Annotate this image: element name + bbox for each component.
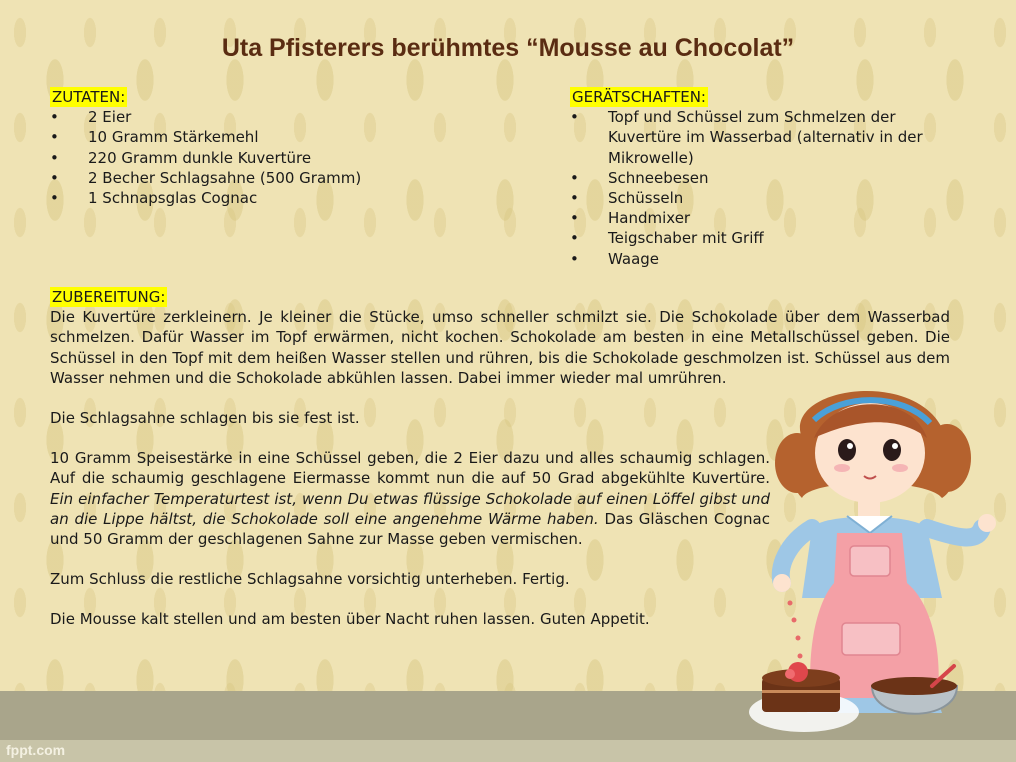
temperature-tip: Ein einfacher Temperaturtest ist, wenn Du etwas flüssige Schokolade auf einen Löffel gibst und an die Lippe hältst, die Schokolade soll eine angenehme Wärme haben. <box>50 489 770 528</box>
equipment-list <box>570 107 950 269</box>
list-item: • Teigschaber mit Griff <box>570 228 950 248</box>
list-item: • 10 Gramm Stärkemehl <box>50 127 530 147</box>
paragraph-3-end: Das Gläschen Cognac und 50 Gramm der geschlagenen Sahne zur Masse geben vermischen. <box>50 509 770 549</box>
list-item: • Handmixer <box>570 208 950 228</box>
ingredients-list <box>50 107 530 208</box>
preparation-paragraph-2: Die Schlagsahne schlagen bis sie fest ist. <box>50 409 360 428</box>
equipment-heading: GERÄTSCHAFTEN: <box>572 88 706 106</box>
footer-brand: fppt.com <box>6 742 66 758</box>
list-item: • 1 Schnapsglas Cognac <box>50 188 530 208</box>
equipment-section <box>570 87 950 269</box>
baking-girl-illustration <box>742 368 1016 748</box>
slide-title: Uta Pfisterers berühmtes “Mousse au Chocolat” <box>221 34 795 62</box>
ingredients-section <box>50 87 530 208</box>
list-item: • Schneebesen <box>570 168 950 188</box>
preparation-paragraph-3 <box>50 448 770 549</box>
list-item: • Waage <box>570 249 950 269</box>
paragraph-3-start: 10 Gramm Speisestärke in eine Schüssel geben, die 2 Eier dazu und alles schaumig schlagen. Auf die schaumig geschlagene Eiermasse kommt nun die auf 50 Grad abgekühlte Kuvertüre. <box>50 449 770 488</box>
list-item: • 220 Gramm dunkle Kuvertüre <box>50 148 530 168</box>
list-item: • Topf und Schüssel zum Schmelzen der Kuvertüre im Wasserbad (alternativ in der Mikrowelle) <box>570 107 950 168</box>
preparation-paragraph-1: Die Kuvertüre zerkleinern. Je kleiner die Stücke, umso schneller schmilzt sie. Die Schokolade über dem Wasserbad schmelzen. Dafür Wasser im Topf erwärmen, nicht kochen. Schokolade am besten in eine Metallschüssel geben. Die Schüssel in den Topf mit dem heißen Wasser stellen und rühren, bis die Schokolade geschmolzen ist. Schüssel aus dem Wasser nehmen und die Schokolade abkühlen lassen. Dabei immer wieder mal umrühren. <box>50 308 950 387</box>
list-item: • Schüsseln <box>570 188 950 208</box>
list-item: • 2 Becher Schlagsahne (500 Gramm) <box>50 168 530 188</box>
preparation-paragraph-4: Zum Schluss die restliche Schlagsahne vorsichtig unterheben. Fertig. <box>50 570 570 589</box>
preparation-paragraph-5: Die Mousse kalt stellen und am besten über Nacht ruhen lassen. Guten Appetit. <box>50 610 650 629</box>
preparation-heading: ZUBEREITUNG: <box>52 288 166 306</box>
ingredients-heading: ZUTATEN: <box>52 88 126 106</box>
list-item: • 2 Eier <box>50 107 530 127</box>
